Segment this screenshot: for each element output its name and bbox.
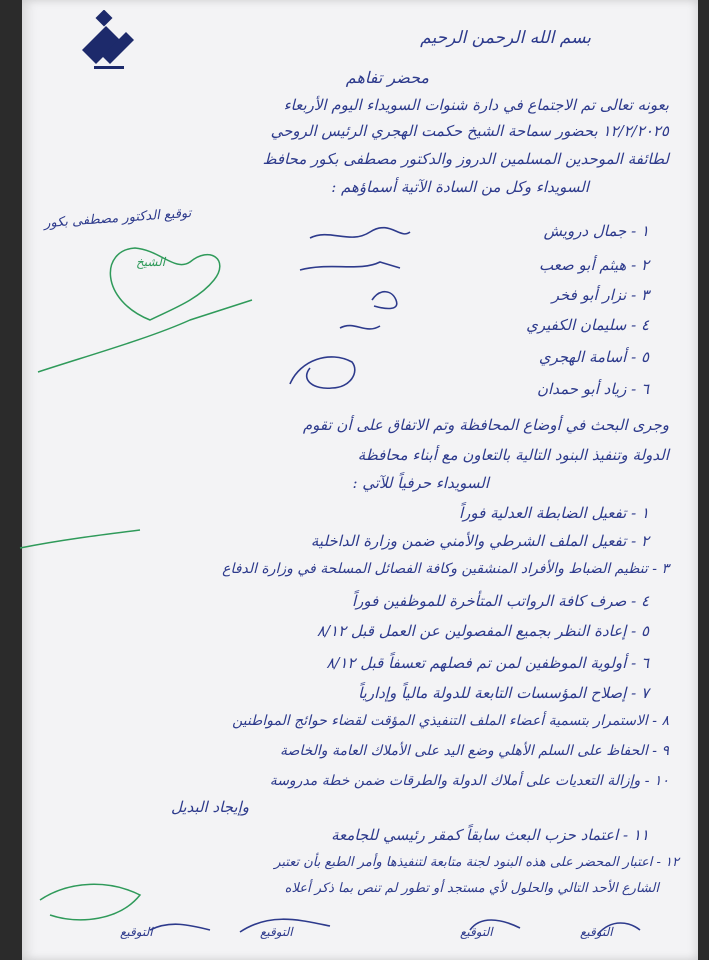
clause-item: ٢ - تفعيل الملف الشرطي والأمني ضمن وزارة الداخلية (310, 532, 649, 550)
footer-signature: التوقيع (460, 925, 493, 939)
logo-watermark-icon (76, 10, 138, 72)
intro-line: ١٢/٢/٢٠٢٥ بحضور سماحة الشيخ حكمت الهجري الرئيس الروحي (270, 122, 669, 140)
clause-item: ٣ - تنظيم الضباط والأفراد المنشقين وكافة الفصائل المسلحة في وزارة الدفاع (222, 561, 669, 577)
footer-signature: التوقيع (260, 925, 293, 939)
attendee-item: ٥ - أسامة الهجري (538, 348, 649, 366)
side-note: توقيع الدكتور مصطفى بكور (43, 205, 192, 232)
clause-item: ٨ - الاستمرار بتسمية أعضاء الملف التنفيذي المؤقت لقضاء حوائج المواطنين (232, 713, 669, 729)
clause-item: ١ - تفعيل الضابطة العدلية فوراً (458, 504, 649, 522)
clause-item: ١٠ - وإزالة التعديات على أملاك الدولة والطرقات ضمن خطة مدروسة (269, 773, 669, 789)
clause-item: الشارع الأحد التالي والحلول لأي مستجد أو تطور لم تنص بما ذكر أعلاه (284, 881, 659, 896)
footer-signature: التوقيع (580, 925, 613, 939)
intro-line: لطائفة الموحدين المسلمين الدروز والدكتور مصطفى بكور محافظ (262, 150, 669, 168)
attendee-item: ١ - جمال درويش (543, 222, 649, 240)
footer-signature: التوقيع (120, 925, 153, 939)
discussion-line: وجرى البحث في أوضاع المحافظة وتم الاتفاق على أن تقوم (302, 416, 669, 434)
intro-line: السويداء وكل من السادة الآتية أسماؤهم : (331, 178, 589, 196)
clause-item: ٧ - إصلاح المؤسسات التابعة للدولة مالياً وإدارياً (358, 684, 649, 702)
clause-item: ٦ - أولوية الموظفين لمن تم فصلهم تعسفاً قبل ٨/١٢ (326, 654, 649, 672)
discussion-line: الدولة وتنفيذ البنود التالية بالتعاون مع أبناء محافظة (357, 446, 669, 464)
basmala: بسم الله الرحمن الرحيم (420, 28, 591, 48)
clause-item: ٩ - الحفاظ على السلم الأهلي وضع اليد على الأملاك العامة والخاصة (279, 743, 669, 759)
clause-item: ٤ - صرف كافة الرواتب المتأخرة للموظفين فوراً (352, 592, 649, 610)
clause-item: وإيجاد البديل (171, 798, 249, 816)
document-heading: محضر تفاهم (345, 68, 429, 87)
clause-item: ١٢ - اعتبار المحضر على هذه البنود لجنة متابعة لتنفيذها وأمر الطبع بأن تعتبر (274, 855, 679, 870)
signature-initial: الشيخ (136, 255, 166, 269)
attendee-item: ٦ - زياد أبو حمدان (537, 380, 649, 398)
attendee-item: ٣ - نزار أبو فخر (551, 286, 649, 304)
intro-line: بعونه تعالى تم الاجتماع في دارة شنوات السويداء اليوم الأربعاء (283, 96, 669, 114)
discussion-line: السويداء حرفياً للآتي : (352, 474, 489, 492)
attendee-item: ٤ - سليمان الكفيري (526, 316, 649, 334)
attendee-item: ٢ - هيثم أبو صعب (539, 256, 649, 274)
clause-item: ١١ - اعتماد حزب البعث سابقاً كمقر رئيسي للجامعة (331, 826, 649, 844)
clause-item: ٥ - إعادة النظر بجميع المفصولين عن العمل قبل ٨/١٢ (316, 622, 649, 640)
